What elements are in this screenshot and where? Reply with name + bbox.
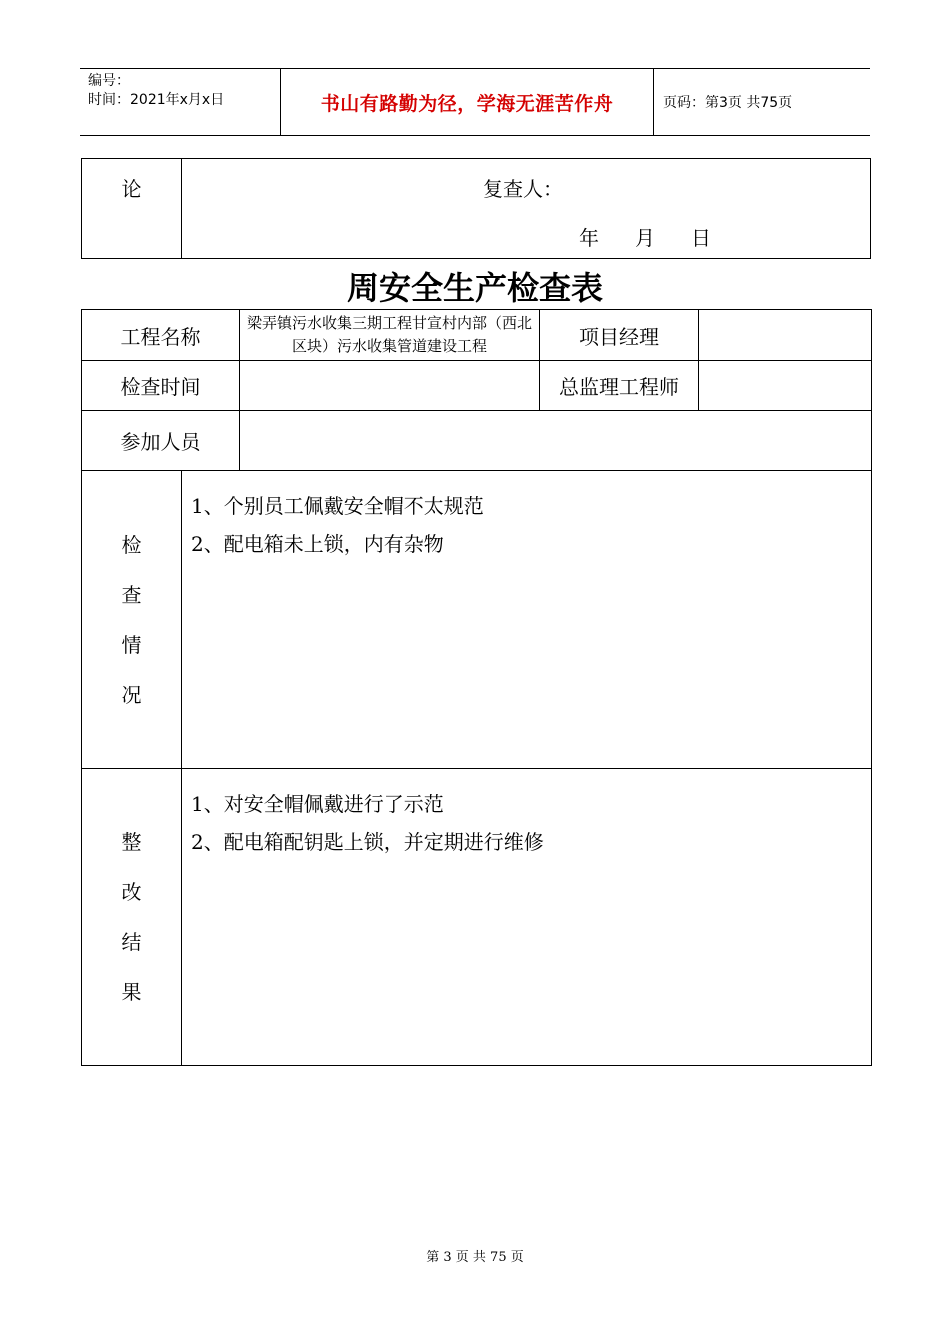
doc-number-label: 编号： <box>88 73 130 89</box>
findings-item: 2、配电箱未上锁，内有杂物 <box>191 532 444 556</box>
findings-content <box>182 471 872 769</box>
findings-item: 1、个别员工佩戴安全帽不太规范 <box>191 494 484 518</box>
inspection-time-label: 检查时间 <box>82 361 240 411</box>
rectification-label-char: 整 <box>121 830 142 854</box>
chief-supervisor-label: 总监理工程师 <box>540 361 699 411</box>
conclusion-label: 论 <box>82 159 182 259</box>
participants-label: 参加人员 <box>82 411 240 471</box>
conclusion-table <box>81 158 871 259</box>
project-manager-label: 项目经理 <box>540 310 699 361</box>
rectification-item: 2、配电箱配钥匙上锁，并定期进行维修 <box>191 830 544 854</box>
inspection-time-value <box>240 361 540 411</box>
header-time: 时间：2021年x月x日 <box>88 92 225 108</box>
conclusion-body <box>182 159 871 259</box>
inspection-table <box>81 309 872 1066</box>
project-name-label: 工程名称 <box>82 310 240 361</box>
date-year: 年 <box>579 226 599 250</box>
participants-value <box>240 411 872 471</box>
header-motto: 书山有路勤为径，学海无涯苦作舟 <box>280 69 654 135</box>
date-month: 月 <box>635 226 655 250</box>
findings-label-char: 查 <box>121 582 142 607</box>
project-name-value: 梁弄镇污水收集三期工程甘宣村内部（西北区块）污水收集管道建设工程 <box>240 310 540 361</box>
findings-label <box>82 471 182 769</box>
reviewer-label: 复查人： <box>483 177 563 201</box>
rectification-label-char: 果 <box>121 980 142 1004</box>
findings-label-char: 情 <box>121 632 142 657</box>
review-date <box>579 222 747 251</box>
header-meta <box>80 69 280 135</box>
findings-label-char: 检 <box>121 532 142 557</box>
rectification-content <box>182 769 872 1066</box>
rectification-label-char: 结 <box>121 930 142 954</box>
chief-supervisor-value <box>699 361 872 411</box>
header-page-info: 页码：第3页 共75页 <box>663 95 793 111</box>
rectification-item: 1、对安全帽佩戴进行了示范 <box>191 792 444 816</box>
rectification-label <box>82 769 182 1066</box>
rectification-label-char: 改 <box>121 880 142 904</box>
page-title: 周安全生产检查表 <box>346 269 603 307</box>
project-manager-value <box>699 310 872 361</box>
findings-label-char: 况 <box>121 682 142 707</box>
page-footer: 第 3 页 共 75 页 <box>426 1250 524 1265</box>
date-day: 日 <box>691 226 711 250</box>
page-header <box>80 68 870 136</box>
